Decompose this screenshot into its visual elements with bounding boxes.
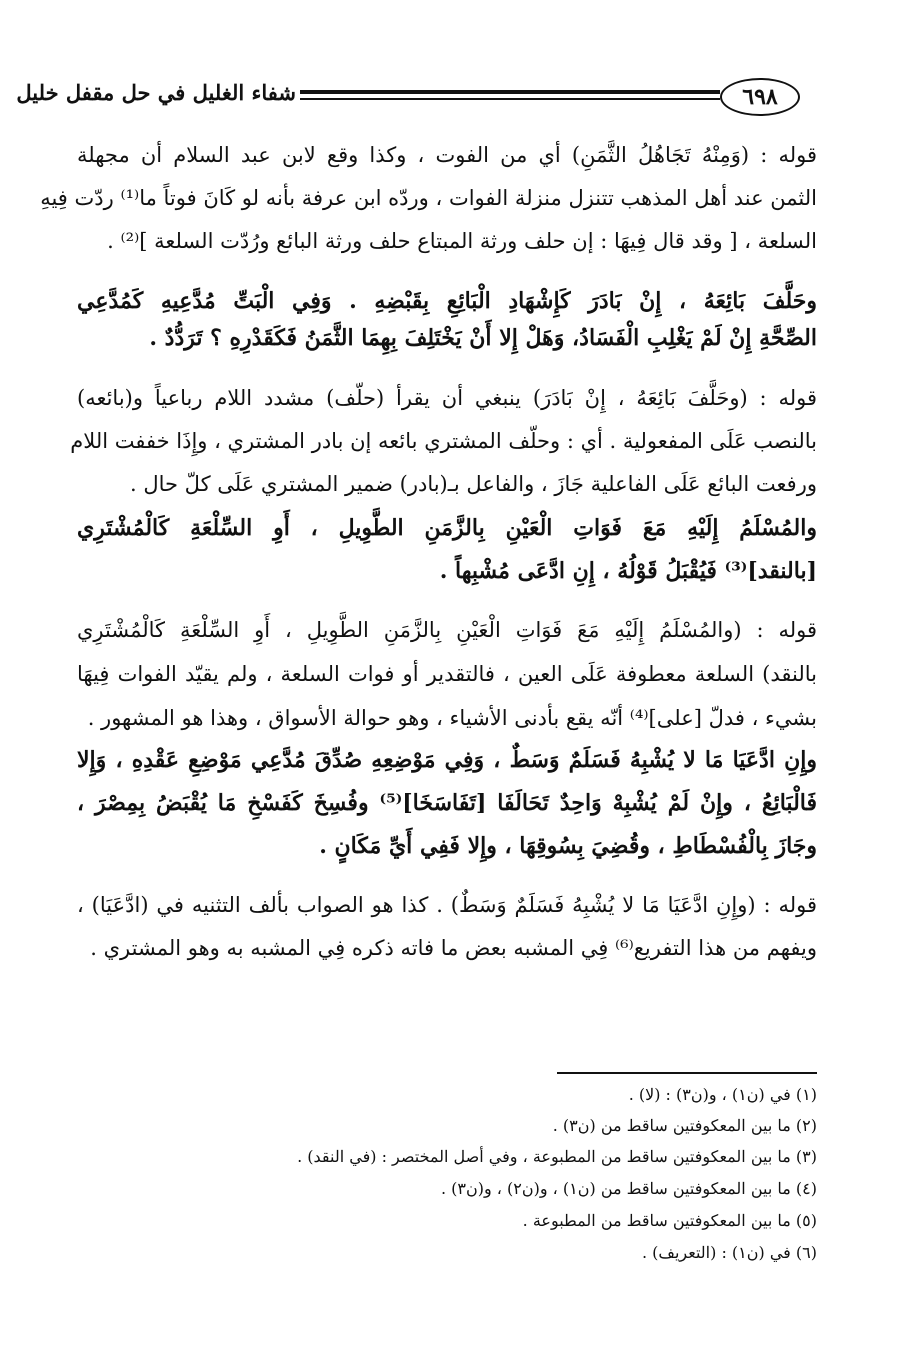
footnote: (٤) ما بين المعكوفتين ساقط من (ن١) ، و(ن٢) ، و(ن٣) . (440, 1179, 817, 1198)
footnote: (٢) ما بين المعكوفتين ساقط من (ن٣) . (552, 1116, 817, 1135)
commentary-line: بشيء ، فدلّ [على]⁽⁴⁾ أنّه يقع بأدنى الأشياء ، وهو حوالة الأسواق ، وهذا هو المشهور . (87, 706, 817, 730)
commentary-line: ويفهم من هذا التفريع⁽⁶⁾ فِي المشبه بعض ما فاته ذكره فِي المشبه به وهو المشتري . (90, 936, 817, 960)
footnote: (١) في (ن١) ، و(ن٣) : (لا) . (628, 1085, 817, 1104)
commentary-line: قوله : (وَمِنْهُ تَجَاهُلُ الثَّمَنِ) أي من الفوت ، وكذا وقع لابن عبد السلام أن مجهلة (77, 143, 817, 167)
page-header (16, 76, 830, 122)
commentary-line: ورفعت البائع عَلَى الفاعلية جَازَ ، والفاعل بـ(بادر) ضمير المشتري عَلَى كلّ حال . (130, 472, 817, 496)
matn-line: والمُسْلَمُ إِلَيْهِ مَعَ فَوَاتِ الْعَيْنِ بِالزَّمَنِ الطَّوِيلِ ، أَوِ السِّلْعَةِ كَالْمُشْتَرِي (77, 515, 817, 541)
matn-line: [بالنقد]⁽³⁾ فَيُقْبَلُ قَوْلُهُ ، إِنِ ادَّعَى مُشْبِهاً . (439, 558, 817, 584)
header-rule-thin (300, 98, 720, 100)
footnote: (٦) في (ن١) : (التعريف) . (642, 1243, 817, 1262)
footnote: (٣) ما بين المعكوفتين ساقط من المطبوعة ، وفي أصل المختصر : (في النقد) . (297, 1147, 817, 1166)
matn-line: الصِّحَّةِ إِنْ لَمْ يَغْلِبِ الْفَسَادُ، وَهَلْ إِلا أَنْ يَخْتَلِفَ بِهِمَا الثَّمَنُ فَكَقَدْرِهِ ؟ تَرَدُّدٌ . (149, 325, 817, 351)
commentary-line: الثمن عند أهل المذهب تتنزل منزلة الفوات ، وردّه ابن عرفة بأنه لو كَانَ فوتاً ما⁽¹⁾ ردّت فِيهِ (40, 186, 817, 210)
matn-line: وإِنِ ادَّعَيَا مَا لا يُشْبِهُ فَسَلَمٌ وَسَطٌ ، وَفِي مَوْضِعِهِ صُدِّقَ مُدَّعِي مَوْضِعِ عَقْدِهِ ، وَإِلا (77, 747, 817, 773)
matn-line: وحَلَّفَ بَائِعَهُ ، إِنْ بَادَرَ كَإِشْهَادِ الْبَائِعِ بِقَبْضِهِ . وَفِي الْبَتِّ مُدَّعِيهِ كَمُدَّعِي (77, 288, 817, 314)
footnote-separator (557, 1072, 817, 1074)
footnote: (٥) ما بين المعكوفتين ساقط من المطبوعة . (522, 1211, 817, 1230)
header-rule-thick (300, 90, 720, 94)
commentary-line: بالنصب عَلَى المفعولية . أي : وحلّف المشتري بائعه إن بادر المشتري ، وإِذَا خففت اللام (70, 429, 817, 453)
commentary-line: بالنقد) السلعة معطوفة عَلَى العين ، فالتقدير أو فوات السلعة ، ولم يقيّد الفوات فِيهَا (77, 662, 817, 686)
matn-line: وجَازَ بِالْفُسْطَاطِ ، وقُضِيَ بِسُوقِهَا ، وإِلا فَفِي أَيِّ مَكَانٍ . (319, 833, 817, 859)
matn-line: فَالْبَائِعُ ، وإِنْ لَمْ يُشْبِهْ وَاحِدٌ تَحَالَفَا [تَفَاسَخَا]⁽⁵⁾ وفُسِخَ كَفَسْخِ مَا يُقْبَضُ بِمِصْرَ ، (77, 790, 817, 816)
commentary-line: قوله : (وإِنِ ادَّعَيَا مَا لا يُشْبِهُ فَسَلَمٌ وَسَطٌ) . كذا هو الصواب بألف التثنيه في (ادَّعَيَا) ، (77, 893, 817, 917)
commentary-line: قوله : (والمُسْلَمُ إِلَيْهِ مَعَ فَوَاتِ الْعَيْنِ بِالزَّمَنِ الطَّوِيلِ ، أَوِ السِّلْعَةِ كَالْمُشْتَرِي (77, 618, 817, 642)
page-number: ٦٩٨ (720, 78, 800, 116)
commentary-line: السلعة ، [ وقد قال فِيهَا : إن حلف ورثة المبتاع حلف ورثة البائع ورُدّت السلعة ]⁽²⁾ . (107, 229, 817, 253)
commentary-line: قوله : (وحَلَّفَ بَائِعَهُ ، إِنْ بَادَرَ) ينبغي أن يقرأ (حلّف) مشدد اللام رباعياً و(بائعه) (77, 386, 817, 410)
running-title: شفاء الغليل في حل مقفل خليل (16, 80, 296, 105)
